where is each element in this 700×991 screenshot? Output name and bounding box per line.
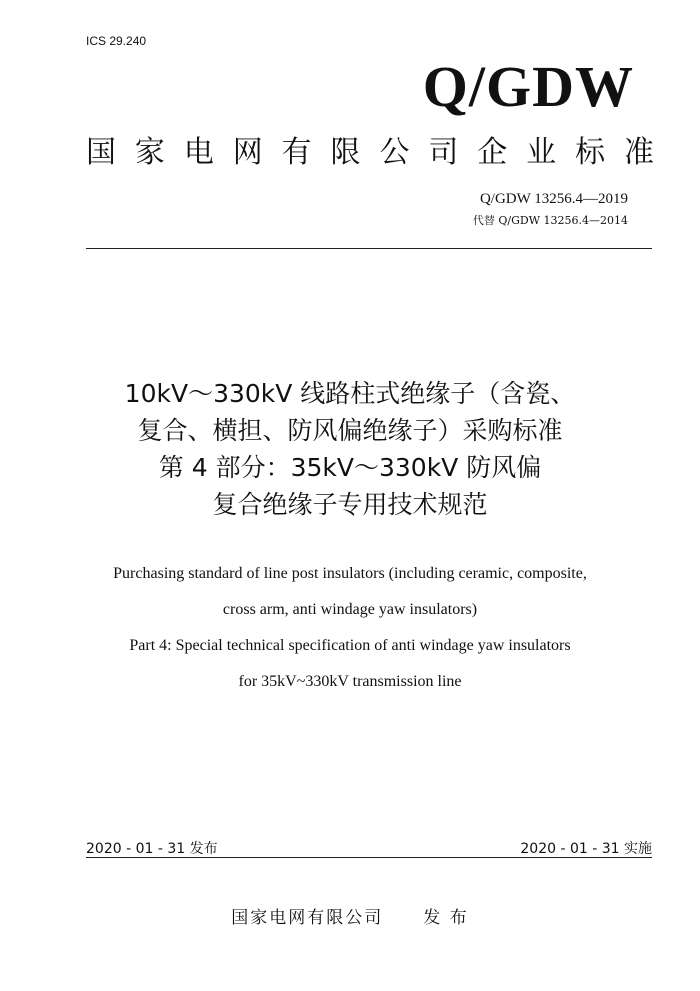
- ics-code: ICS 29.240: [86, 34, 147, 48]
- org-title-char: 电: [183, 135, 214, 170]
- english-title-line: for 35kV~330kV transmission line: [238, 673, 462, 690]
- org-title-char: 准: [623, 135, 654, 170]
- org-title-char: 家: [134, 135, 165, 170]
- organization-standard-title: [86, 135, 654, 170]
- publisher-name: 国家电网有限公司: [231, 908, 384, 928]
- chinese-title-line: 第 4 部分：35kV～330kV 防风偏: [158, 453, 542, 482]
- org-title-char: 业: [526, 135, 557, 170]
- org-title-char: 企: [477, 135, 508, 170]
- replaced-standard: 代替 Q/GDW 13256.4—2014: [472, 214, 628, 227]
- chinese-title-line: 10kV～330kV 线路柱式绝缘子（含瓷、: [124, 379, 576, 408]
- header-divider: [86, 248, 652, 249]
- implementation-date: 2020 - 01 - 31 实施: [520, 841, 652, 857]
- standard-number: Q/GDW 13256.4—2019: [479, 191, 628, 207]
- org-title-char: 限: [330, 135, 361, 170]
- english-title: [60, 556, 640, 700]
- org-title-char: 司: [428, 135, 459, 170]
- issue-date: 2020 - 01 - 31 发布: [86, 841, 218, 857]
- standard-logo: Q/GDW: [422, 54, 634, 119]
- chinese-title-line: 复合、横担、防风偏绝缘子）采购标准: [137, 416, 563, 445]
- english-title-line: cross arm, anti windage yaw insulators): [222, 601, 478, 618]
- org-title-char: 网: [232, 135, 263, 170]
- chinese-title: [60, 375, 640, 523]
- publisher-action: 发 布: [423, 908, 469, 928]
- footer-divider: [86, 857, 652, 858]
- org-title-char: 有: [281, 135, 312, 170]
- org-title-char: 标: [575, 135, 606, 170]
- org-title-char: 公: [379, 135, 410, 170]
- chinese-title-line: 复合绝缘子专用技术规范: [212, 490, 488, 519]
- english-title-line: Part 4: Special technical specification of anti windage yaw insulators: [129, 637, 571, 654]
- english-title-line: Purchasing standard of line post insulators (including ceramic, composite,: [113, 565, 587, 582]
- org-title-char: 国: [86, 135, 116, 170]
- publisher-line: [0, 903, 700, 928]
